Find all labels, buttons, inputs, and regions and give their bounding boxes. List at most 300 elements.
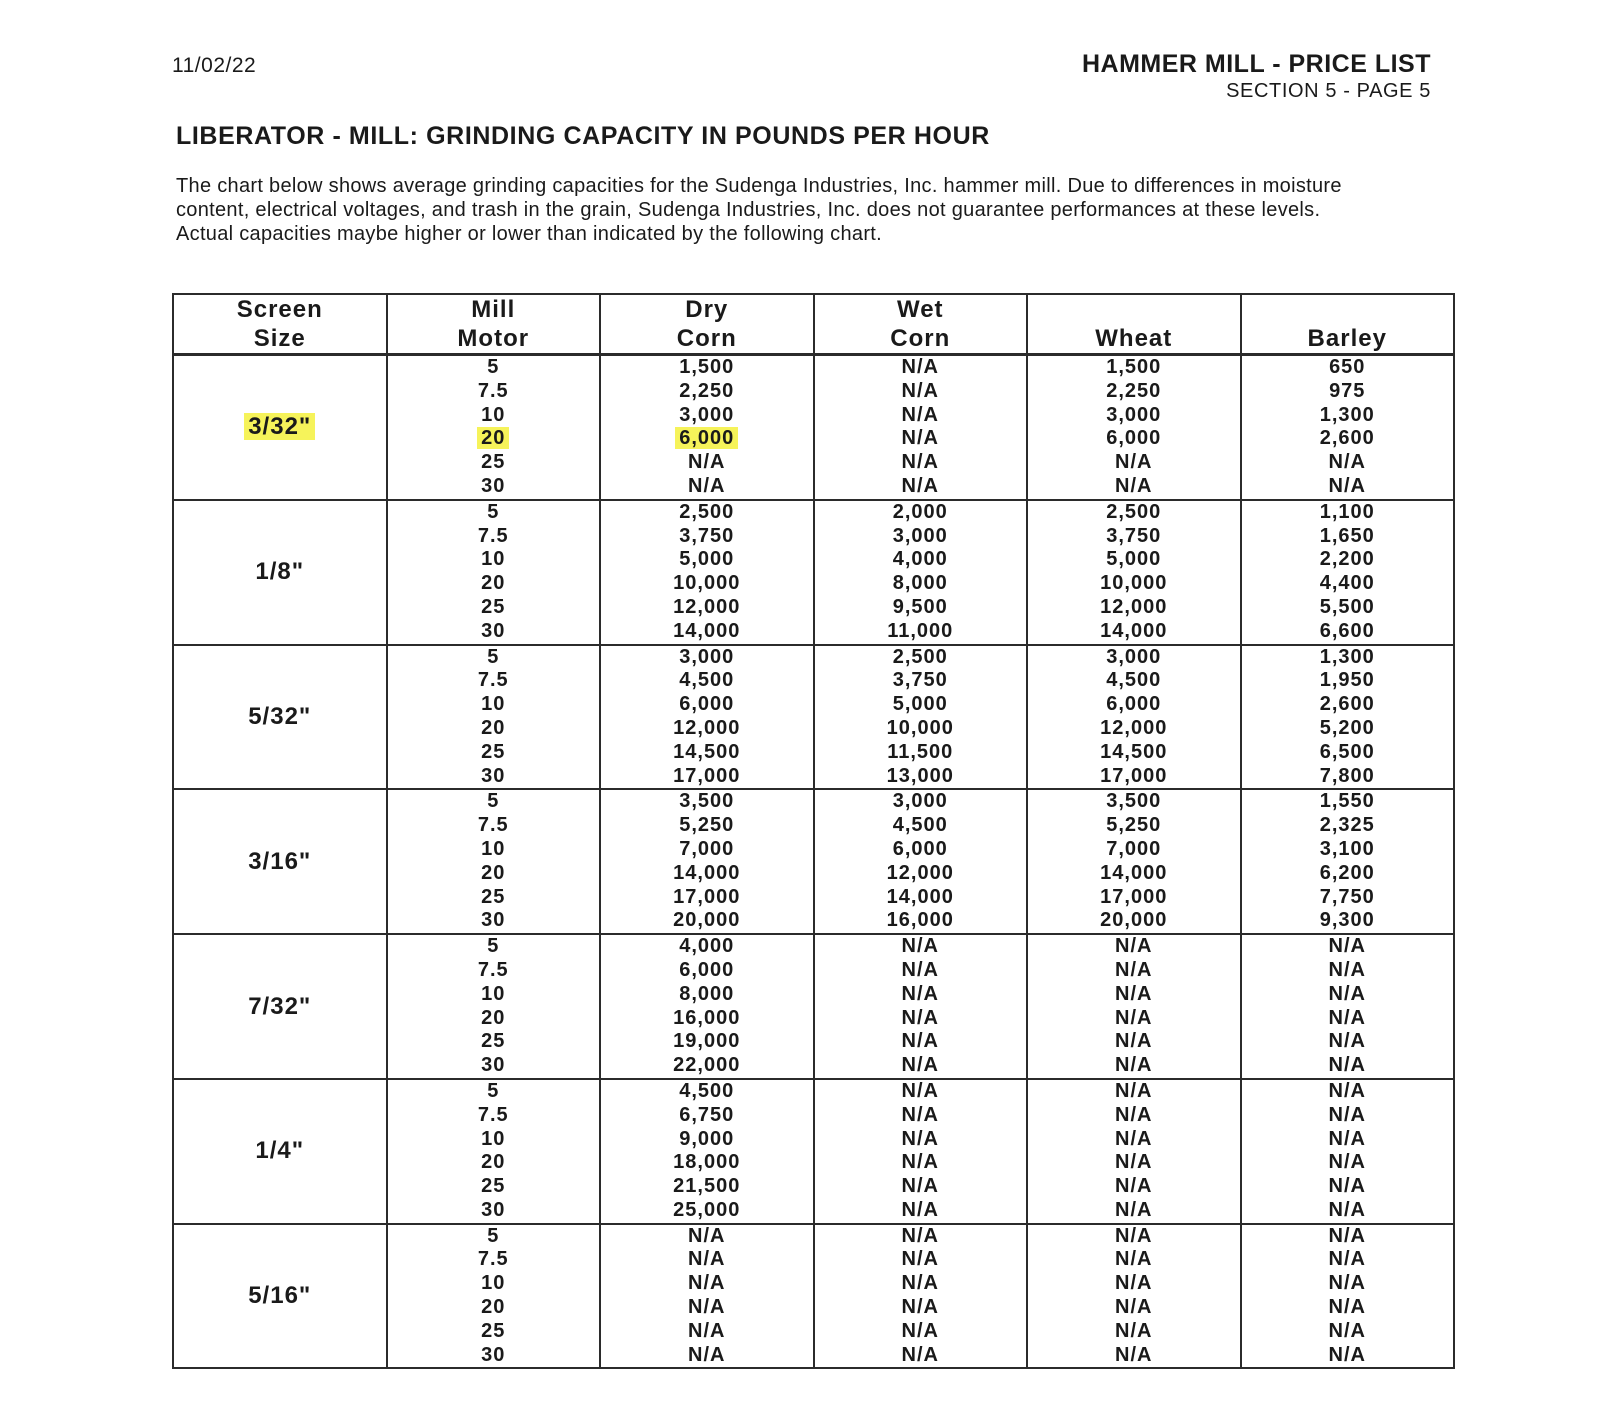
value-cell bbox=[601, 572, 813, 596]
cell-value: N/A bbox=[1328, 1248, 1366, 1271]
value-cell bbox=[388, 1199, 600, 1223]
value-cell bbox=[601, 741, 813, 765]
cell-value: N/A bbox=[901, 1030, 939, 1053]
value-cell bbox=[1028, 669, 1240, 693]
value-cell bbox=[815, 1199, 1027, 1223]
cell-value: 7.5 bbox=[477, 524, 509, 547]
value-cell bbox=[601, 1344, 813, 1368]
header-mill-motor bbox=[387, 294, 601, 355]
value-cell bbox=[601, 1296, 813, 1320]
cell-value: N/A bbox=[1115, 1343, 1153, 1366]
cell-value: N/A bbox=[1328, 474, 1366, 497]
screen-size-cell bbox=[173, 789, 387, 934]
cell-value: 2,600 bbox=[1319, 427, 1375, 450]
cell-value: 5,250 bbox=[1106, 814, 1162, 837]
cell-value: N/A bbox=[1328, 982, 1366, 1005]
value-cell bbox=[815, 1080, 1027, 1104]
value-cell bbox=[601, 451, 813, 475]
value-cell bbox=[601, 693, 813, 717]
wheat-cell bbox=[1027, 355, 1241, 500]
value-cell bbox=[1242, 814, 1454, 838]
cell-value: N/A bbox=[1115, 1030, 1153, 1053]
cell-value: 6,000 bbox=[679, 693, 735, 716]
cell-value: 13,000 bbox=[886, 764, 954, 787]
cell-value: 5,200 bbox=[1319, 716, 1375, 739]
cell-value: 1,300 bbox=[1319, 403, 1375, 426]
dry-corn-cell bbox=[600, 1224, 814, 1369]
cell-value: 3,500 bbox=[679, 790, 735, 813]
value-cell bbox=[388, 1104, 600, 1128]
cell-value: 4,000 bbox=[892, 548, 948, 571]
cell-value: N/A bbox=[901, 982, 939, 1005]
header-wheat bbox=[1027, 294, 1241, 355]
cell-value: 4,500 bbox=[679, 1079, 735, 1102]
value-cell bbox=[815, 620, 1027, 644]
cell-value: N/A bbox=[688, 474, 726, 497]
value-cell bbox=[1028, 814, 1240, 838]
value-cell bbox=[1242, 1104, 1454, 1128]
value-cell bbox=[601, 909, 813, 933]
value-cell bbox=[1242, 1199, 1454, 1223]
value-cell bbox=[388, 935, 600, 959]
cell-value: 3,000 bbox=[892, 790, 948, 813]
cell-value: N/A bbox=[1328, 1272, 1366, 1295]
value-cell bbox=[601, 862, 813, 886]
cell-value: 25,000 bbox=[673, 1198, 741, 1221]
value-cell bbox=[1028, 427, 1240, 451]
cell-value: 30 bbox=[481, 1343, 506, 1366]
value-cell bbox=[1242, 1248, 1454, 1272]
cell-value: N/A bbox=[901, 1151, 939, 1174]
wet-corn-cell bbox=[814, 934, 1028, 1079]
value-cell bbox=[1028, 1054, 1240, 1078]
header-line: Corn bbox=[890, 325, 951, 352]
value-cell bbox=[388, 596, 600, 620]
cell-value: 5,000 bbox=[892, 693, 948, 716]
cell-value: N/A bbox=[1328, 1103, 1366, 1126]
value-cell bbox=[1028, 862, 1240, 886]
cell-value: 3,500 bbox=[1106, 790, 1162, 813]
cell-value: N/A bbox=[1328, 1127, 1366, 1150]
value-cell bbox=[815, 1344, 1027, 1368]
cell-value: N/A bbox=[1115, 474, 1153, 497]
value-cell bbox=[815, 862, 1027, 886]
header-line: Motor bbox=[457, 325, 530, 352]
cell-value: N/A bbox=[1328, 451, 1366, 474]
cell-value: 7.5 bbox=[477, 1103, 509, 1126]
cell-value: N/A bbox=[1328, 935, 1366, 958]
wet-corn-cell bbox=[814, 1079, 1028, 1224]
cell-value: 20,000 bbox=[673, 909, 741, 932]
cell-value: 14,000 bbox=[1100, 861, 1168, 884]
cell-value: 2,500 bbox=[1106, 500, 1162, 523]
cell-value: 5,250 bbox=[679, 814, 735, 837]
cell-value: 11,500 bbox=[887, 740, 954, 763]
cell-value: N/A bbox=[1115, 1224, 1153, 1247]
header-dry-corn bbox=[600, 294, 814, 355]
value-cell bbox=[1242, 1080, 1454, 1104]
value-cell bbox=[815, 1128, 1027, 1152]
header-line: Mill bbox=[471, 296, 516, 323]
cell-value: 9,500 bbox=[892, 595, 948, 618]
cell-value: 3,000 bbox=[679, 403, 735, 426]
value-cell bbox=[388, 356, 600, 380]
value-cell bbox=[815, 959, 1027, 983]
value-cell bbox=[1028, 838, 1240, 862]
cell-value: 3,750 bbox=[1106, 524, 1162, 547]
cell-value: N/A bbox=[1115, 451, 1153, 474]
value-cell bbox=[1242, 404, 1454, 428]
barley-cell bbox=[1241, 1224, 1455, 1369]
cell-value: 6,600 bbox=[1319, 619, 1375, 642]
cell-value: 30 bbox=[481, 474, 506, 497]
section-page-label: SECTION 5 - PAGE 5 bbox=[1226, 80, 1431, 102]
cell-value: 10,000 bbox=[1100, 572, 1168, 595]
value-cell bbox=[815, 1104, 1027, 1128]
screen-size-label: 3/32" bbox=[244, 413, 315, 440]
value-cell bbox=[388, 646, 600, 670]
wet-corn-cell bbox=[814, 1224, 1028, 1369]
value-cell bbox=[601, 983, 813, 1007]
cell-value: 30 bbox=[481, 764, 506, 787]
value-cell bbox=[1242, 886, 1454, 910]
value-cell bbox=[1242, 717, 1454, 741]
screen-size-cell bbox=[173, 1079, 387, 1224]
cell-value: 10 bbox=[481, 982, 506, 1005]
value-cell bbox=[388, 741, 600, 765]
value-cell bbox=[388, 380, 600, 404]
screen-size-label: 1/4" bbox=[255, 1137, 305, 1165]
value-cell bbox=[388, 1054, 600, 1078]
cell-value: 12,000 bbox=[886, 861, 954, 884]
value-cell bbox=[1028, 935, 1240, 959]
value-cell bbox=[1242, 1007, 1454, 1031]
cell-value: 5 bbox=[487, 1224, 500, 1247]
value-cell bbox=[815, 525, 1027, 549]
cell-value: N/A bbox=[688, 1296, 726, 1319]
document-date: 11/02/22 bbox=[172, 54, 257, 77]
cell-value: 1,500 bbox=[1106, 356, 1162, 378]
cell-value: 10,000 bbox=[673, 572, 741, 595]
wheat-cell bbox=[1027, 1079, 1241, 1224]
cell-value: N/A bbox=[688, 1343, 726, 1366]
cell-value: 6,000 bbox=[1106, 427, 1162, 450]
value-cell bbox=[388, 693, 600, 717]
value-cell bbox=[601, 525, 813, 549]
cell-value: N/A bbox=[1115, 1006, 1153, 1029]
value-cell bbox=[815, 380, 1027, 404]
cell-value: N/A bbox=[901, 1248, 939, 1271]
cell-value: 7,750 bbox=[1319, 885, 1375, 908]
wheat-cell bbox=[1027, 789, 1241, 934]
value-cell bbox=[1242, 1151, 1454, 1175]
value-cell bbox=[1242, 983, 1454, 1007]
cell-value: 7,800 bbox=[1319, 764, 1375, 787]
table-row bbox=[173, 934, 1454, 1079]
cell-value: N/A bbox=[1328, 1224, 1366, 1247]
value-cell bbox=[815, 814, 1027, 838]
cell-value: 10,000 bbox=[886, 716, 954, 739]
value-cell bbox=[1028, 1175, 1240, 1199]
value-cell bbox=[1028, 959, 1240, 983]
value-cell bbox=[1028, 1320, 1240, 1344]
value-cell bbox=[1028, 717, 1240, 741]
dry-corn-cell bbox=[600, 789, 814, 934]
value-cell bbox=[1242, 935, 1454, 959]
value-cell bbox=[815, 1151, 1027, 1175]
value-cell bbox=[1242, 765, 1454, 789]
cell-value: 6,000 bbox=[679, 958, 735, 981]
value-cell bbox=[601, 356, 813, 380]
header-line: Dry bbox=[685, 296, 729, 323]
document-title: HAMMER MILL - PRICE LIST bbox=[1081, 50, 1431, 78]
cell-value: 7.5 bbox=[477, 379, 509, 402]
cell-value: N/A bbox=[901, 1175, 939, 1198]
cell-value: 5,000 bbox=[679, 548, 735, 571]
barley-cell bbox=[1241, 789, 1455, 934]
cell-value: 6,000 bbox=[675, 427, 738, 449]
header-line: Wheat bbox=[1095, 325, 1173, 352]
value-cell bbox=[1242, 572, 1454, 596]
dry-corn-cell bbox=[600, 500, 814, 645]
cell-value: 6,200 bbox=[1319, 861, 1375, 884]
cell-value: N/A bbox=[688, 1248, 726, 1271]
value-cell bbox=[601, 380, 813, 404]
barley-cell bbox=[1241, 934, 1455, 1079]
value-cell bbox=[601, 1080, 813, 1104]
value-cell bbox=[815, 1248, 1027, 1272]
table-body bbox=[173, 355, 1454, 1369]
value-cell bbox=[1028, 1296, 1240, 1320]
value-cell bbox=[601, 1225, 813, 1249]
cell-value: N/A bbox=[1115, 1198, 1153, 1221]
value-cell bbox=[1242, 790, 1454, 814]
value-cell bbox=[1242, 525, 1454, 549]
wet-corn-cell bbox=[814, 645, 1028, 790]
value-cell bbox=[601, 669, 813, 693]
cell-value: 3,000 bbox=[679, 645, 735, 668]
cell-value: 5 bbox=[487, 790, 500, 813]
cell-value: N/A bbox=[1115, 1054, 1153, 1077]
cell-value: 6,500 bbox=[1319, 740, 1375, 763]
cell-value: N/A bbox=[901, 1127, 939, 1150]
value-cell bbox=[1242, 1272, 1454, 1296]
cell-value: N/A bbox=[1328, 1079, 1366, 1102]
cell-value: 17,000 bbox=[1100, 764, 1168, 787]
cell-value: 5 bbox=[487, 1079, 500, 1102]
value-cell bbox=[601, 1104, 813, 1128]
value-cell bbox=[1242, 451, 1454, 475]
value-cell bbox=[815, 669, 1027, 693]
cell-value: N/A bbox=[901, 356, 939, 378]
cell-value: 1,100 bbox=[1319, 500, 1375, 523]
value-cell bbox=[1242, 959, 1454, 983]
screen-size-cell bbox=[173, 934, 387, 1079]
value-cell bbox=[1028, 501, 1240, 525]
cell-value: 3,000 bbox=[1106, 645, 1162, 668]
value-cell bbox=[601, 1248, 813, 1272]
cell-value: 6,000 bbox=[892, 837, 948, 860]
barley-cell bbox=[1241, 355, 1455, 500]
cell-value: 17,000 bbox=[673, 885, 741, 908]
dry-corn-cell bbox=[600, 1079, 814, 1224]
cell-value: N/A bbox=[1328, 1343, 1366, 1366]
motor-cell bbox=[387, 789, 601, 934]
value-cell bbox=[1028, 620, 1240, 644]
cell-value: N/A bbox=[1328, 1319, 1366, 1342]
value-cell bbox=[601, 1175, 813, 1199]
cell-value: N/A bbox=[1115, 958, 1153, 981]
value-cell bbox=[388, 1344, 600, 1368]
cell-value: N/A bbox=[901, 427, 939, 450]
value-cell bbox=[815, 838, 1027, 862]
value-cell bbox=[1242, 1128, 1454, 1152]
table-row bbox=[173, 500, 1454, 645]
value-cell bbox=[388, 1272, 600, 1296]
screen-size-cell bbox=[173, 645, 387, 790]
wet-corn-cell bbox=[814, 355, 1028, 500]
motor-cell bbox=[387, 355, 601, 500]
value-cell bbox=[601, 765, 813, 789]
cell-value: 1,500 bbox=[679, 356, 735, 378]
cell-value: N/A bbox=[1115, 1127, 1153, 1150]
cell-value: N/A bbox=[901, 1224, 939, 1247]
cell-value: 12,000 bbox=[673, 595, 741, 618]
cell-value: N/A bbox=[901, 379, 939, 402]
cell-value: 3,000 bbox=[1106, 403, 1162, 426]
value-cell bbox=[815, 1030, 1027, 1054]
value-cell bbox=[1028, 356, 1240, 380]
barley-cell bbox=[1241, 500, 1455, 645]
motor-cell bbox=[387, 934, 601, 1079]
value-cell bbox=[1028, 1007, 1240, 1031]
cell-value: N/A bbox=[901, 403, 939, 426]
value-cell bbox=[388, 1175, 600, 1199]
wheat-cell bbox=[1027, 500, 1241, 645]
value-cell bbox=[388, 1007, 600, 1031]
cell-value: 10 bbox=[481, 837, 506, 860]
cell-value: 10 bbox=[481, 1272, 506, 1295]
cell-value: 2,200 bbox=[1319, 548, 1375, 571]
cell-value: 8,000 bbox=[892, 572, 948, 595]
cell-value: 18,000 bbox=[673, 1151, 741, 1174]
barley-cell bbox=[1241, 645, 1455, 790]
value-cell bbox=[1242, 693, 1454, 717]
value-cell bbox=[1028, 1128, 1240, 1152]
cell-value: N/A bbox=[688, 1224, 726, 1247]
cell-value: N/A bbox=[1115, 1103, 1153, 1126]
cell-value: 21,500 bbox=[673, 1175, 741, 1198]
cell-value: 17,000 bbox=[1100, 885, 1168, 908]
value-cell bbox=[1242, 669, 1454, 693]
screen-size-label: 5/16" bbox=[248, 1282, 312, 1310]
motor-cell bbox=[387, 1224, 601, 1369]
cell-value: 2,600 bbox=[1319, 693, 1375, 716]
header-line bbox=[1028, 295, 1240, 324]
value-cell bbox=[815, 404, 1027, 428]
value-cell bbox=[1242, 1054, 1454, 1078]
cell-value: 14,500 bbox=[1100, 740, 1168, 763]
value-cell bbox=[1242, 1344, 1454, 1368]
value-cell bbox=[388, 501, 600, 525]
value-cell bbox=[1242, 501, 1454, 525]
cell-value: N/A bbox=[1328, 1054, 1366, 1077]
cell-value: 20,000 bbox=[1100, 909, 1168, 932]
value-cell bbox=[388, 548, 600, 572]
cell-value: 5 bbox=[487, 356, 500, 378]
value-cell bbox=[1242, 596, 1454, 620]
cell-value: 2,500 bbox=[892, 645, 948, 668]
value-cell bbox=[1242, 1296, 1454, 1320]
header-barley bbox=[1241, 294, 1455, 355]
cell-value: 17,000 bbox=[673, 764, 741, 787]
value-cell bbox=[388, 814, 600, 838]
intro-paragraph: The chart below shows average grinding capacities for the Sudenga Industries, Inc. hammer mill. Due to differences in moisture content, electrical voltages, and trash in the grain, Sudenga Industries, Inc. does not guarantee performances at these levels. Actual capacities maybe higher or lower than indicated by the following chart. bbox=[176, 175, 1342, 245]
value-cell bbox=[1028, 404, 1240, 428]
wheat-cell bbox=[1027, 1224, 1241, 1369]
cell-value: 25 bbox=[481, 595, 506, 618]
cell-value: 2,325 bbox=[1319, 814, 1375, 837]
cell-value: 4,400 bbox=[1319, 572, 1375, 595]
value-cell bbox=[388, 1151, 600, 1175]
value-cell bbox=[601, 646, 813, 670]
cell-value: 14,500 bbox=[673, 740, 741, 763]
value-cell bbox=[815, 693, 1027, 717]
cell-value: 5,000 bbox=[1106, 548, 1162, 571]
value-cell bbox=[601, 1054, 813, 1078]
cell-value: 25 bbox=[481, 451, 506, 474]
cell-value: 10 bbox=[481, 693, 506, 716]
cell-value: N/A bbox=[901, 1198, 939, 1221]
cell-value: N/A bbox=[901, 1006, 939, 1029]
cell-value: 12,000 bbox=[673, 716, 741, 739]
cell-value: 9,000 bbox=[679, 1127, 735, 1150]
screen-size-cell bbox=[173, 355, 387, 500]
cell-value: 2,500 bbox=[679, 500, 735, 523]
cell-value: N/A bbox=[901, 1272, 939, 1295]
value-cell bbox=[1028, 765, 1240, 789]
cell-value: 3,000 bbox=[892, 524, 948, 547]
cell-value: N/A bbox=[1328, 1198, 1366, 1221]
value-cell bbox=[815, 451, 1027, 475]
cell-value: 7,000 bbox=[1106, 837, 1162, 860]
value-cell bbox=[815, 886, 1027, 910]
value-cell bbox=[601, 814, 813, 838]
cell-value: 1,550 bbox=[1319, 790, 1375, 813]
cell-value: N/A bbox=[1115, 1151, 1153, 1174]
value-cell bbox=[815, 427, 1027, 451]
page-heading: LIBERATOR - MILL: GRINDING CAPACITY IN POUNDS PER HOUR bbox=[176, 122, 990, 150]
value-cell bbox=[1028, 1248, 1240, 1272]
value-cell bbox=[1028, 1104, 1240, 1128]
value-cell bbox=[388, 790, 600, 814]
cell-value: 10 bbox=[481, 1127, 506, 1150]
cell-value: 30 bbox=[481, 619, 506, 642]
wet-corn-cell bbox=[814, 500, 1028, 645]
cell-value: 5 bbox=[487, 645, 500, 668]
dry-corn-cell bbox=[600, 645, 814, 790]
value-cell bbox=[1242, 1320, 1454, 1344]
table-row bbox=[173, 1224, 1454, 1369]
value-cell bbox=[388, 572, 600, 596]
value-cell bbox=[1028, 596, 1240, 620]
cell-value: N/A bbox=[1328, 1151, 1366, 1174]
cell-value: 10 bbox=[481, 403, 506, 426]
value-cell bbox=[388, 959, 600, 983]
cell-value: 9,300 bbox=[1319, 909, 1375, 932]
value-cell bbox=[815, 790, 1027, 814]
value-cell bbox=[388, 909, 600, 933]
